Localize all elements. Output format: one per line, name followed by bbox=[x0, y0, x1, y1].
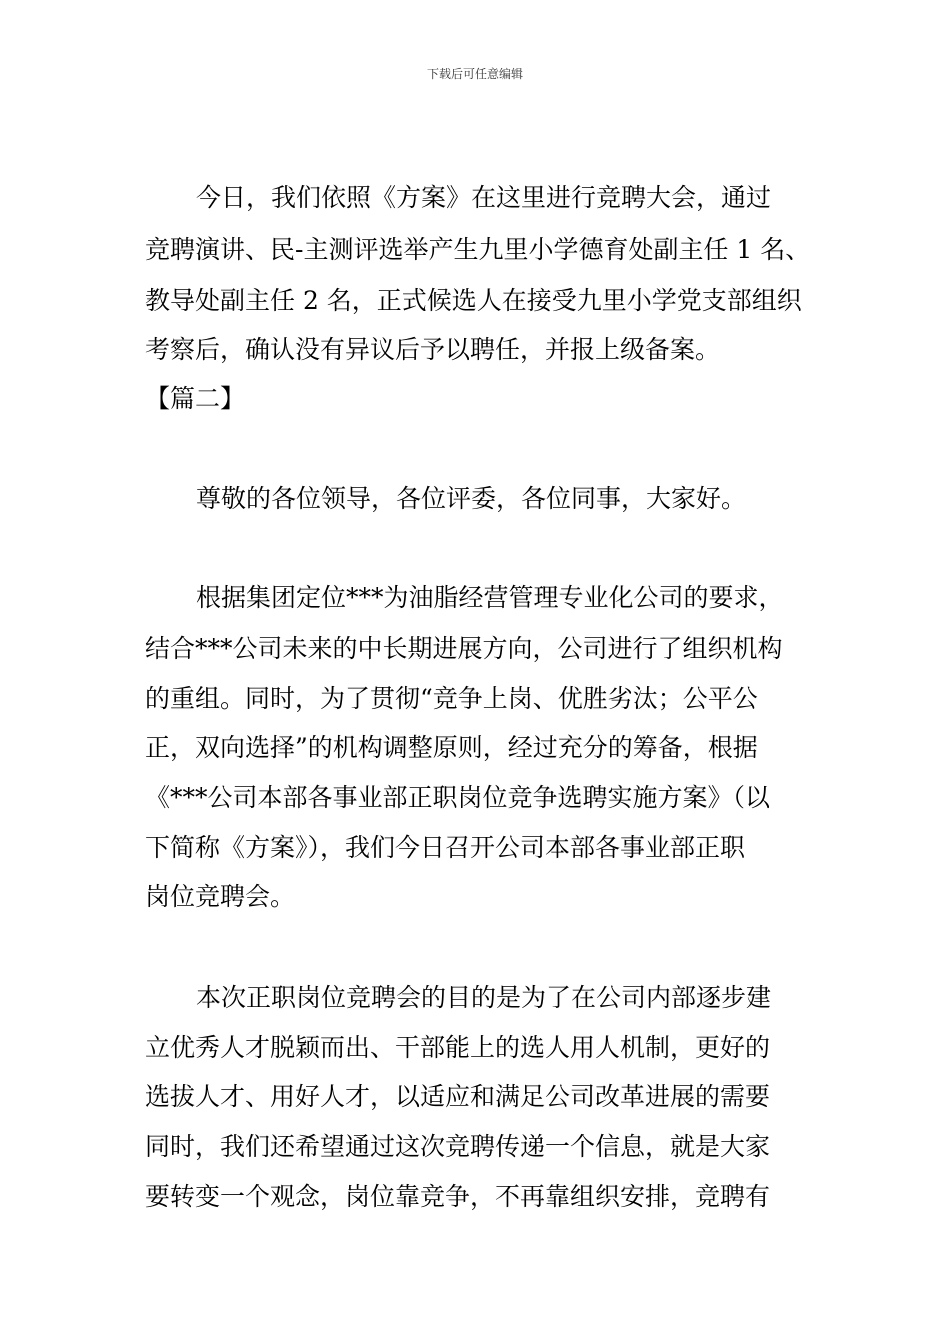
paragraph-4-line-3: 选拔人才、用好人才，以适应和满足公司改革进展的需要 bbox=[145, 1082, 771, 1111]
paragraph-3-line-5: 《***公司本部各事业部正职岗位竞争选聘实施方案》（以 bbox=[145, 783, 771, 812]
paragraph-3-line-2: 结合***公司未来的中长期进展方向，公司进行了组织机构 bbox=[145, 634, 783, 663]
paragraph-4-line-5: 要转变一个观念，岗位靠竞争，不再靠组织安排，竞聘有 bbox=[145, 1182, 771, 1211]
paragraph-1-line-2: 竞聘演讲、民-主测评选举产生九里小学德育处副主任 1 名、 bbox=[145, 235, 811, 264]
paragraph-4-line-4: 同时，我们还希望通过这次竞聘传递一个信息，就是大家 bbox=[145, 1132, 771, 1161]
paragraph-4-line-2: 立优秀人才脱颖而出、干部能上的选人用人机制，更好的 bbox=[145, 1033, 771, 1062]
paragraph-3-line-6: 下简称《方案》），我们今日召开公司本部各事业部正职 bbox=[145, 833, 746, 862]
greeting-line: 尊敬的各位领导，各位评委，各位同事，大家好。 bbox=[196, 484, 747, 513]
page-header-note: 下载后可任意编辑 bbox=[426, 67, 523, 81]
paragraph-4-line-1: 本次正职岗位竞聘会的目的是为了在公司内部逐步建 bbox=[196, 983, 772, 1012]
paragraph-1-line-1: 今日，我们依照《方案》在这里进行竞聘大会，通过 bbox=[196, 183, 772, 212]
paragraph-1-line-4: 考察后，确认没有异议后予以聘任，并报上级备案。 bbox=[145, 335, 721, 364]
paragraph-1-line-3: 教导处副主任 2 名，正式候选人在接受九里小学党支部组织 bbox=[145, 286, 802, 315]
paragraph-3-line-3: 的重组。同时，为了贯彻“竞争上岗、优胜劣汰；公平公 bbox=[145, 684, 758, 713]
paragraph-3-line-4: 正，双向选择”的机构调整原则，经过充分的筹备，根据 bbox=[145, 733, 758, 762]
paragraph-3-line-7: 岗位竞聘会。 bbox=[145, 882, 296, 911]
paragraph-3-line-1: 根据集团定位***为油脂经营管理专业化公司的要求， bbox=[196, 583, 784, 612]
section-heading: 【篇二】 bbox=[145, 384, 246, 413]
